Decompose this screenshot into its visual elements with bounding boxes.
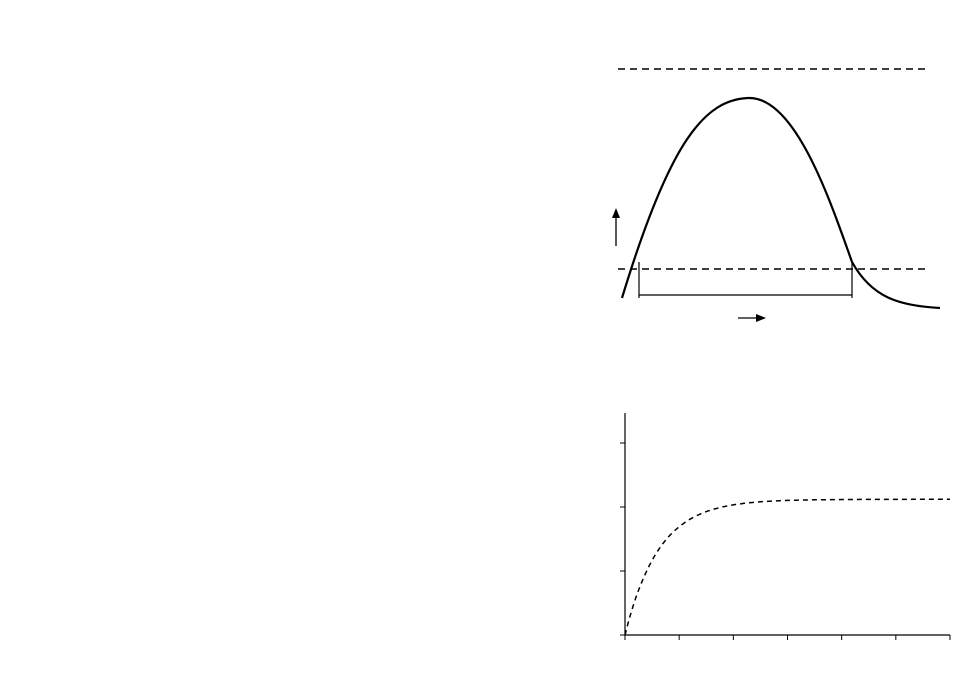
single-dose-chart [590, 50, 960, 340]
plot-area [625, 499, 950, 635]
duration-marker [639, 262, 852, 298]
single-dose-curve [622, 98, 940, 308]
average-concentration-curve [625, 499, 950, 635]
x-axis-arrow [738, 314, 766, 322]
axes [620, 413, 950, 640]
y-axis-arrow [612, 208, 620, 246]
repeated-dose-chart [575, 405, 960, 680]
